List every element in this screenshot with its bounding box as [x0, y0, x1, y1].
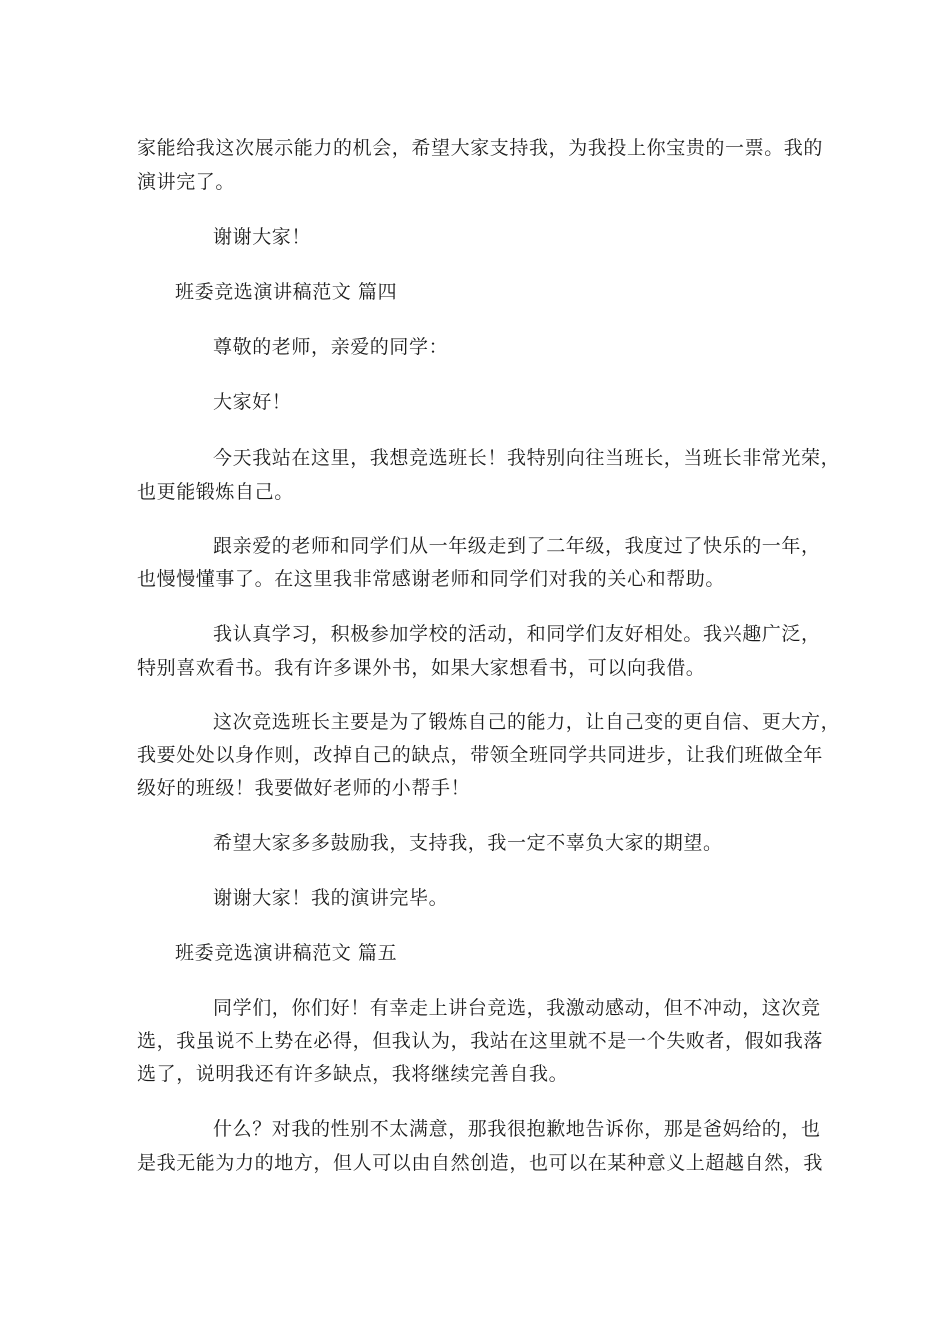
text-line: 希望大家多多鼓励我，支持我，我一定不辜负大家的期望。 [213, 832, 723, 854]
text-line: 这次竞选班长主要是为了锻炼自己的能力，让自己变的更自信、更大方， [213, 711, 841, 733]
text-line: 谢谢大家！ [213, 226, 312, 248]
text-line: 我认真学习，积极参加学校的活动，和同学们友好相处。我兴趣广泛， [213, 623, 821, 645]
text-line: 演讲完了。 [137, 171, 236, 193]
text-line: 跟亲爱的老师和同学们从一年级走到了二年级，我度过了快乐的一年， [213, 535, 821, 557]
text-line: 谢谢大家！我的演讲完毕。 [213, 887, 449, 909]
text-line: 我要处处以身作则，改掉自己的缺点，带领全班同学共同进步，让我们班做全年 [137, 744, 824, 766]
section-heading: 班委竞选演讲稿范文 篇四 [175, 281, 398, 303]
text-line: 是我无能为力的地方，但人可以由自然创造，也可以在某种意义上超越自然，我 [137, 1152, 824, 1174]
text-line: 级好的班级！我要做好老师的小帮手！ [137, 777, 471, 799]
text-line: 什么？对我的性别不太满意，那我很抱歉地告诉你，那是爸妈给的，也 [213, 1118, 821, 1140]
text-line: 大家好！ [213, 391, 292, 413]
text-line: 选了，说明我还有许多缺点，我将继续完善自我。 [137, 1063, 569, 1085]
text-line: 尊敬的老师，亲爱的同学： [213, 336, 449, 358]
text-line: 同学们，你们好！有幸走上讲台竞选，我激动感动，但不冲动，这次竞 [213, 997, 821, 1019]
text-line: 家能给我这次展示能力的机会，希望大家支持我，为我投上你宝贵的一票。我的 [137, 137, 824, 159]
text-line: 今天我站在这里，我想竞选班长！我特别向往当班长，当班长非常光荣， [213, 447, 841, 469]
text-line: 也慢慢懂事了。在这里我非常感谢老师和同学们对我的关心和帮助。 [137, 568, 726, 590]
section-heading: 班委竞选演讲稿范文 篇五 [175, 942, 398, 964]
text-line: 也更能锻炼自己。 [137, 481, 294, 503]
text-line: 选，我虽说不上势在必得，但我认为，我站在这里就不是一个失败者，假如我落 [137, 1030, 824, 1052]
text-line: 特别喜欢看书。我有许多课外书，如果大家想看书，可以向我借。 [137, 657, 706, 679]
